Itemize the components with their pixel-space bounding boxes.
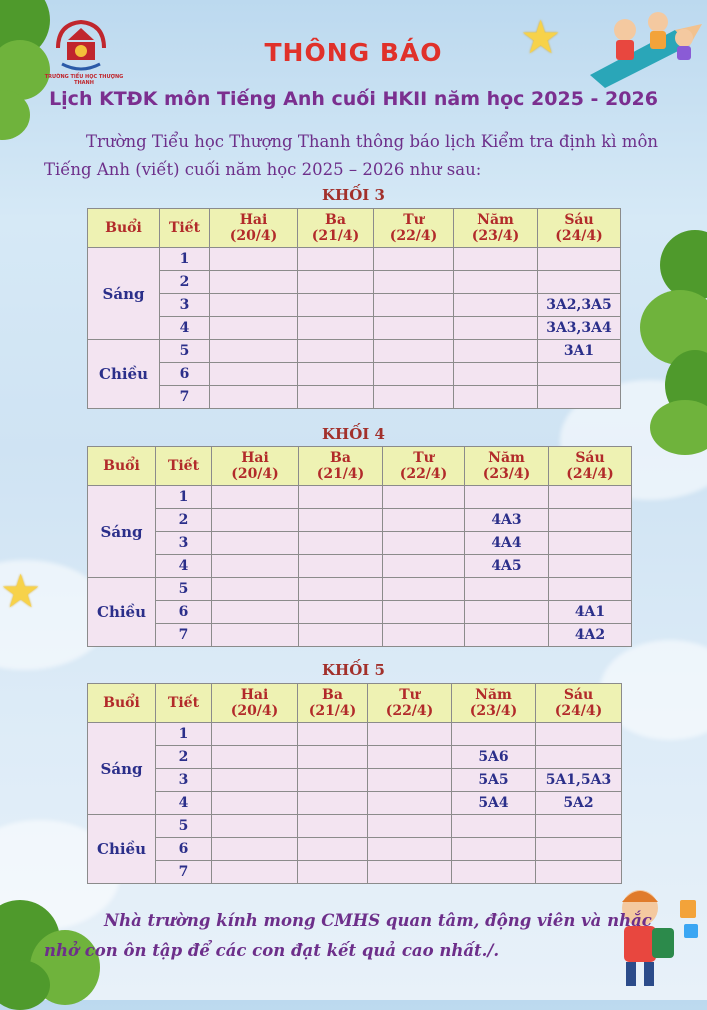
schedule-table — [87, 446, 632, 647]
schedule-cell — [383, 532, 465, 555]
schedule-cell — [383, 624, 465, 647]
table-row — [88, 317, 621, 340]
schedule-cell: 5A1,5A3 — [536, 769, 622, 792]
schedule-cell — [538, 248, 621, 271]
column-header-day — [368, 684, 452, 723]
period-number: 1 — [156, 486, 212, 509]
schedule-cell — [299, 578, 383, 601]
schedule-cell — [549, 509, 632, 532]
schedule-cell — [454, 271, 538, 294]
grade-label: KHỐI 4 — [322, 425, 385, 443]
day-date: (23/4) — [469, 703, 518, 719]
schedule-cell — [368, 769, 452, 792]
schedule-cell — [299, 555, 383, 578]
column-header-session: Buổi — [88, 447, 156, 486]
schedule-cell — [212, 815, 298, 838]
schedule-cell — [298, 340, 374, 363]
schedule-cell — [383, 555, 465, 578]
day-date: (20/4) — [231, 466, 279, 482]
day-date: (24/4) — [555, 228, 603, 244]
period-number: 1 — [160, 248, 210, 271]
day-name: Hai — [240, 687, 269, 703]
schedule-cell: 4A3 — [465, 509, 549, 532]
session-afternoon: Chiều — [88, 340, 160, 409]
schedule-cell — [298, 838, 368, 861]
schedule-cell — [299, 509, 383, 532]
schedule-cell — [374, 363, 454, 386]
schedule-cell — [368, 815, 452, 838]
day-name: Sáu — [563, 687, 594, 703]
schedule-cell — [465, 486, 549, 509]
day-name: Ba — [330, 450, 351, 466]
schedule-cell — [549, 486, 632, 509]
schedule-cell — [374, 317, 454, 340]
period-number: 6 — [156, 838, 212, 861]
period-number: 2 — [156, 509, 212, 532]
day-date: (21/4) — [316, 466, 365, 482]
schedule-cell — [298, 363, 374, 386]
schedule-cell — [212, 509, 299, 532]
schedule-cell — [454, 386, 538, 409]
schedule-cell: 5A4 — [452, 792, 536, 815]
column-header-day — [299, 447, 383, 486]
schedule-cell — [368, 746, 452, 769]
schedule-cell — [452, 723, 536, 746]
column-header-period: Tiết — [156, 684, 212, 723]
schedule-cell: 5A6 — [452, 746, 536, 769]
schedule-cell — [454, 317, 538, 340]
schedule-cell: 5A5 — [452, 769, 536, 792]
schedule-cell — [210, 294, 298, 317]
table-row — [88, 294, 621, 317]
table-row — [88, 861, 622, 884]
schedule-cell — [368, 792, 452, 815]
day-date: (22/4) — [389, 228, 438, 244]
schedule-cell — [299, 601, 383, 624]
table-row — [88, 746, 622, 769]
day-date: (22/4) — [385, 703, 434, 719]
schedule-cell — [212, 746, 298, 769]
schedule-cell — [298, 317, 374, 340]
day-date: (20/4) — [229, 228, 278, 244]
period-number: 7 — [156, 624, 212, 647]
schedule-cell: 4A4 — [465, 532, 549, 555]
closing-line-1: Nhà trường kính mong CMHS quan tâm, động viên và nhắc — [104, 911, 652, 930]
schedule-cell — [368, 861, 452, 884]
column-header-session: Buổi — [88, 684, 156, 723]
schedule-cell — [210, 386, 298, 409]
schedule-cell — [210, 271, 298, 294]
column-header-day — [454, 209, 538, 248]
schedule-cell: 3A2,3A5 — [538, 294, 621, 317]
table-row — [88, 624, 632, 647]
table-row — [88, 248, 621, 271]
day-name: Năm — [475, 687, 512, 703]
schedule-cell — [374, 386, 454, 409]
day-date: (21/4) — [308, 703, 357, 719]
day-date: (23/4) — [471, 228, 520, 244]
schedule-cell — [549, 555, 632, 578]
schedule-cell — [549, 578, 632, 601]
period-number: 5 — [160, 340, 210, 363]
day-name: Sáu — [564, 212, 594, 228]
schedule-cell — [212, 723, 298, 746]
table-row — [88, 509, 632, 532]
schedule-cell — [212, 792, 298, 815]
schedule-cell — [298, 294, 374, 317]
day-date: (22/4) — [399, 466, 448, 482]
schedule-cell — [465, 624, 549, 647]
schedule-cell — [536, 815, 622, 838]
period-number: 3 — [156, 532, 212, 555]
schedule-cell — [538, 271, 621, 294]
schedule-table — [87, 208, 621, 409]
table-row — [88, 601, 632, 624]
schedule-cell — [368, 838, 452, 861]
period-number: 3 — [156, 769, 212, 792]
table-row — [88, 271, 621, 294]
day-name: Ba — [325, 212, 346, 228]
schedule-cell — [374, 294, 454, 317]
table-row — [88, 386, 621, 409]
column-header-day — [538, 209, 621, 248]
schedule-cell — [298, 792, 368, 815]
period-number: 7 — [156, 861, 212, 884]
column-header-day — [374, 209, 454, 248]
schedule-cell — [298, 723, 368, 746]
schedule-cell — [212, 555, 299, 578]
column-header-day — [212, 684, 298, 723]
session-morning: Sáng — [88, 723, 156, 815]
day-name: Tư — [399, 687, 420, 703]
schedule-cell — [454, 294, 538, 317]
session-afternoon: Chiều — [88, 578, 156, 647]
period-number: 4 — [160, 317, 210, 340]
period-number: 7 — [160, 386, 210, 409]
schedule-cell — [298, 769, 368, 792]
table-row — [88, 578, 632, 601]
schedule-cell — [383, 578, 465, 601]
table-row — [88, 792, 622, 815]
schedule-cell: 3A3,3A4 — [538, 317, 621, 340]
day-date: (23/4) — [482, 466, 531, 482]
column-header-day — [298, 209, 374, 248]
schedule-table — [87, 683, 622, 884]
star-icon: ★ — [520, 10, 562, 64]
column-header-day — [452, 684, 536, 723]
day-name: Năm — [477, 212, 514, 228]
period-number: 2 — [160, 271, 210, 294]
schedule-cell — [536, 746, 622, 769]
table-row — [88, 486, 632, 509]
table-row — [88, 723, 622, 746]
intro-paragraph — [44, 128, 674, 184]
schedule-cell — [374, 340, 454, 363]
day-name: Năm — [488, 450, 525, 466]
schedule-cell — [536, 861, 622, 884]
period-number: 4 — [156, 792, 212, 815]
table-row — [88, 555, 632, 578]
schedule-cell — [210, 363, 298, 386]
schedule-cell — [454, 340, 538, 363]
schedule-cell — [454, 363, 538, 386]
schedule-cell — [383, 601, 465, 624]
grade-label: KHỐI 5 — [322, 661, 385, 679]
schedule-cell — [452, 861, 536, 884]
schedule-cell — [212, 624, 299, 647]
day-name: Hai — [241, 450, 269, 466]
schedule-cell — [536, 838, 622, 861]
schedule-cell: 5A2 — [536, 792, 622, 815]
schedule-cell — [298, 861, 368, 884]
schedule-cell — [538, 363, 621, 386]
schedule-cell — [383, 509, 465, 532]
schedule-cell — [212, 601, 299, 624]
schedule-cell: 4A1 — [549, 601, 632, 624]
period-number: 5 — [156, 815, 212, 838]
schedule-cell — [454, 248, 538, 271]
schedule-cell — [299, 486, 383, 509]
column-header-day — [465, 447, 549, 486]
column-header-period: Tiết — [156, 447, 212, 486]
schedule-cell — [298, 386, 374, 409]
schedule-cell — [212, 838, 298, 861]
schedule-cell — [368, 723, 452, 746]
session-morning: Sáng — [88, 486, 156, 578]
day-date: (24/4) — [554, 703, 603, 719]
schedule-cell — [299, 532, 383, 555]
day-name: Tư — [413, 450, 434, 466]
schedule-cell — [536, 723, 622, 746]
grade-label: KHỐI 3 — [322, 186, 385, 204]
schedule-cell: 4A2 — [549, 624, 632, 647]
day-name: Ba — [322, 687, 343, 703]
day-date: (21/4) — [311, 228, 360, 244]
day-date: (20/4) — [230, 703, 279, 719]
column-header-day — [298, 684, 368, 723]
table-row — [88, 769, 622, 792]
schedule-cell — [210, 340, 298, 363]
table-row — [88, 363, 621, 386]
session-afternoon: Chiều — [88, 815, 156, 884]
schedule-cell — [298, 746, 368, 769]
column-header-session: Buổi — [88, 209, 160, 248]
schedule-cell — [298, 815, 368, 838]
period-number: 4 — [156, 555, 212, 578]
period-number: 2 — [156, 746, 212, 769]
schedule-cell — [374, 248, 454, 271]
column-header-day — [383, 447, 465, 486]
period-number: 1 — [156, 723, 212, 746]
schedule-cell — [212, 861, 298, 884]
column-header-day — [549, 447, 632, 486]
closing-paragraph — [44, 906, 674, 966]
schedule-cell — [212, 578, 299, 601]
closing-line-2: nhở con ôn tập để các con đạt kết quả cao nhất./. — [44, 941, 500, 960]
schedule-cell — [538, 386, 621, 409]
schedule-cell: 3A1 — [538, 340, 621, 363]
table-row — [88, 340, 621, 363]
schedule-cell — [298, 271, 374, 294]
schedule-cell — [452, 815, 536, 838]
schedule-cell: 4A5 — [465, 555, 549, 578]
period-number: 3 — [160, 294, 210, 317]
page-subtitle: Lịch KTĐK môn Tiếng Anh cuối HKII năm học 2025 - 2026 — [49, 88, 658, 110]
session-morning: Sáng — [88, 248, 160, 340]
day-date: (24/4) — [566, 466, 614, 482]
school-logo-text: TRƯỜNG TIỂU HỌC THƯỢNG THANH — [44, 74, 124, 86]
schedule-cell — [465, 578, 549, 601]
day-name: Tư — [403, 212, 424, 228]
column-header-day — [536, 684, 622, 723]
column-header-day — [212, 447, 299, 486]
schedule-cell — [465, 601, 549, 624]
intro-line-1: Trường Tiểu học Thượng Thanh thông báo lịch Kiểm tra định kì môn — [86, 132, 659, 151]
schedule-cell — [383, 486, 465, 509]
day-name: Hai — [239, 212, 268, 228]
table-row — [88, 532, 632, 555]
column-header-day — [210, 209, 298, 248]
schedule-cell — [374, 271, 454, 294]
schedule-cell — [298, 248, 374, 271]
column-header-period: Tiết — [160, 209, 210, 248]
period-number: 6 — [156, 601, 212, 624]
schedule-cell — [212, 769, 298, 792]
table-row — [88, 815, 622, 838]
star-icon: ★ — [0, 564, 42, 618]
table-row — [88, 838, 622, 861]
period-number: 5 — [156, 578, 212, 601]
schedule-cell — [212, 486, 299, 509]
intro-line-2: Tiếng Anh (viết) cuối năm học 2025 – 2026 như sau: — [44, 160, 482, 179]
schedule-cell — [212, 532, 299, 555]
page-title: THÔNG BÁO — [264, 38, 443, 67]
schedule-cell — [210, 317, 298, 340]
day-name: Sáu — [575, 450, 605, 466]
schedule-cell — [299, 624, 383, 647]
schedule-cell — [549, 532, 632, 555]
period-number: 6 — [160, 363, 210, 386]
schedule-cell — [452, 838, 536, 861]
schedule-cell — [210, 248, 298, 271]
